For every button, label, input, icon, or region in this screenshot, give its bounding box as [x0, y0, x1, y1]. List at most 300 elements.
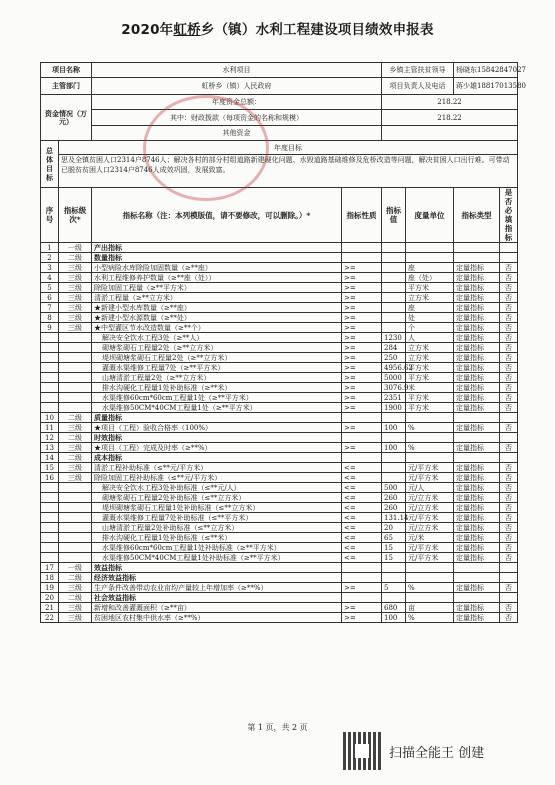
row-required: 否 [500, 363, 518, 373]
leader-label: 乡镇主管扶贫领导 [382, 63, 454, 78]
row-required: 否 [500, 543, 518, 553]
row-nature [342, 433, 382, 443]
row-nature: >= [342, 423, 382, 433]
row-type: 定量指标 [454, 503, 500, 513]
row-name: ★新建小型水源数量（≥**处） [92, 313, 342, 323]
row-value [382, 563, 406, 573]
row-value: 500 [382, 483, 406, 493]
row-name: 水渠维修50CM*40CM工程量1处（≥**平方米） [92, 403, 342, 413]
row-value [382, 303, 406, 313]
row-nature: >= [342, 333, 382, 343]
project-name-label: 项目名称 [41, 63, 92, 78]
row-type: 定量指标 [454, 373, 500, 383]
row-no: 13 [41, 443, 59, 453]
row-required: 否 [500, 483, 518, 493]
row-type: 定量指标 [454, 443, 500, 453]
row-name: 灌溉水渠维修工程量7处（≥**平方米） [92, 363, 342, 373]
table-row [41, 303, 518, 313]
row-level [59, 533, 92, 543]
page-title [0, 18, 555, 38]
row-unit: 平方米 [406, 363, 454, 373]
row-required: 否 [500, 393, 518, 403]
row-level: 三级 [59, 323, 92, 333]
row-name: 山塘清淤工程量2处（≥**立方米） [92, 373, 342, 383]
table-row [41, 293, 518, 303]
table-row [41, 403, 518, 413]
row-name: 产出指标 [92, 243, 342, 253]
row-type: 定量指标 [454, 363, 500, 373]
row-level [59, 373, 92, 383]
row-type: 定量指标 [454, 353, 500, 363]
row-name: 小型病险水库除险加固数量（≥**座） [92, 263, 342, 273]
row-required [500, 253, 518, 263]
row-type: 定量指标 [454, 283, 500, 293]
row-required [500, 433, 518, 443]
row-value: 5 [382, 583, 406, 593]
row-no: 19 [41, 583, 59, 593]
row-required: 否 [500, 293, 518, 303]
row-name: 解决安全饮水工程3处（≥**人） [92, 333, 342, 343]
table-row [41, 573, 518, 583]
row-no: 20 [41, 593, 59, 603]
table-row [41, 373, 518, 383]
project-name-value: 水利项目 [92, 63, 382, 78]
row-level [59, 523, 92, 533]
row-name: 社会效益指标 [92, 593, 342, 603]
manager-value: 蒋少雄18817013580 [454, 78, 518, 95]
row-name: 排水沟硬化工程量1处补助标准（≤**米） [92, 533, 342, 543]
row-type: 定量指标 [454, 403, 500, 413]
table-row [41, 613, 518, 623]
row-nature: >= [342, 303, 382, 313]
row-type [454, 433, 500, 443]
row-type: 定量指标 [454, 513, 500, 523]
table-row [41, 393, 518, 403]
row-name: 砌塘浆砌石工程量2处补助标准（≤**立方米） [92, 493, 342, 503]
table-row [41, 353, 518, 363]
row-name: 时效指标 [92, 433, 342, 443]
col-no: 序号 [41, 188, 59, 243]
row-value: 15 [382, 553, 406, 563]
row-nature: >= [342, 293, 382, 303]
row-type: 定量指标 [454, 533, 500, 543]
row-type: 定量指标 [454, 343, 500, 353]
row-no [41, 353, 59, 363]
row-unit: 元/平方米 [406, 513, 454, 523]
row-value [382, 463, 406, 473]
row-nature: >= [342, 613, 382, 623]
row-required: 否 [500, 263, 518, 273]
row-nature: <= [342, 503, 382, 513]
row-type: 定量指标 [454, 473, 500, 483]
row-nature: <= [342, 473, 382, 483]
row-type: 定量指标 [454, 323, 500, 333]
row-level: 二级 [59, 253, 92, 263]
row-type [454, 413, 500, 423]
row-no: 17 [41, 563, 59, 573]
row-nature [342, 243, 382, 253]
page-number: 第 1 页，共 2 页 [247, 723, 308, 732]
manager-label: 项目负责人及电话 [382, 78, 454, 95]
row-nature: >= [342, 313, 382, 323]
table-row [41, 383, 518, 393]
col-unit: 度量单位 [406, 188, 454, 243]
row-no [41, 493, 59, 503]
row-type: 定量指标 [454, 303, 500, 313]
row-nature: <= [342, 553, 382, 563]
row-name: 清淤工程量（≥**立方米） [92, 293, 342, 303]
row-nature [342, 253, 382, 263]
row-no [41, 513, 59, 523]
row-nature: <= [342, 463, 382, 473]
table-row [41, 603, 518, 613]
title-year: 2020年 [121, 22, 174, 38]
table-row [41, 313, 518, 323]
table-row [41, 533, 518, 543]
row-level [59, 363, 92, 373]
row-value: 20 [382, 523, 406, 533]
row-type: 定量指标 [454, 313, 500, 323]
row-value: 4956.62 [382, 363, 406, 373]
row-unit [406, 413, 454, 423]
row-no [41, 343, 59, 353]
row-no: 7 [41, 303, 59, 313]
row-nature: >= [342, 353, 382, 363]
row-no: 22 [41, 613, 59, 623]
row-unit: 米 [406, 383, 454, 393]
row-nature: >= [342, 383, 382, 393]
row-no: 6 [41, 293, 59, 303]
row-level: 三级 [59, 443, 92, 453]
goal-label: 总体目标 [41, 141, 59, 188]
row-name: 贫困地区农村集中供水率（≥**%） [92, 613, 342, 623]
row-required: 否 [500, 323, 518, 333]
row-level: 三级 [59, 273, 92, 283]
row-name: 经济效益指标 [92, 573, 342, 583]
row-name: 灌溉水渠维修工程量7处补助标准（≤**平方米） [92, 513, 342, 523]
row-name: 水利工程维修养护数量（≥**座（处）） [92, 273, 342, 283]
row-nature: <= [342, 533, 382, 543]
row-no: 2 [41, 253, 59, 263]
row-no: 10 [41, 413, 59, 423]
table-row [41, 553, 518, 563]
row-level [59, 393, 92, 403]
row-no: 8 [41, 313, 59, 323]
row-nature: >= [342, 443, 382, 453]
row-value [382, 293, 406, 303]
title-place: 虹桥 [173, 22, 201, 38]
row-unit: 元/平方米 [406, 543, 454, 553]
dept-value: 虹桥乡（镇）人民政府 [92, 78, 382, 95]
performance-table [40, 62, 526, 623]
row-level [59, 333, 92, 343]
row-no [41, 553, 59, 563]
col-value: 指标值 [382, 188, 406, 243]
row-value [382, 323, 406, 333]
table-row [41, 513, 518, 523]
row-unit: 平方米 [406, 283, 454, 293]
funds-fin-value: 218.22 [382, 110, 518, 126]
row-unit: 元/平方米 [406, 553, 454, 563]
row-level: 一级 [59, 563, 92, 573]
row-unit: % [406, 613, 454, 623]
row-type: 定量指标 [454, 293, 500, 303]
row-level: 三级 [59, 293, 92, 303]
table-row [41, 593, 518, 603]
funds-other-value [382, 126, 518, 141]
table-row [41, 483, 518, 493]
row-value: 100 [382, 613, 406, 623]
row-unit: 平方米 [406, 403, 454, 413]
row-no: 1 [41, 243, 59, 253]
row-nature: <= [342, 493, 382, 503]
row-type: 定量指标 [454, 603, 500, 613]
row-required: 否 [500, 283, 518, 293]
table-row [41, 413, 518, 423]
row-value: 1230 [382, 333, 406, 343]
row-nature: >= [342, 583, 382, 593]
row-type [454, 563, 500, 573]
row-level: 三级 [59, 463, 92, 473]
row-nature: <= [342, 543, 382, 553]
row-name: 数量指标 [92, 253, 342, 263]
table-row [41, 473, 518, 483]
row-no: 16 [41, 473, 59, 483]
scanner-watermark: 扫描全能王 创建 [389, 746, 485, 761]
row-value [382, 313, 406, 323]
row-required [500, 563, 518, 573]
row-type: 定量指标 [454, 483, 500, 493]
row-unit [406, 563, 454, 573]
row-value: 3076.9 [382, 383, 406, 393]
table-row [41, 333, 518, 343]
row-level: 一级 [59, 243, 92, 253]
row-type: 定量指标 [454, 393, 500, 403]
row-nature: >= [342, 263, 382, 273]
qr-code-icon [343, 732, 381, 770]
row-no: 21 [41, 603, 59, 613]
row-no: 11 [41, 423, 59, 433]
row-type [454, 243, 500, 253]
row-value: 5000 [382, 373, 406, 383]
col-name: 指标名称（注：本列模版值，请不要修改，可以删除。）* [92, 188, 342, 243]
row-value [382, 453, 406, 463]
row-level: 二级 [59, 413, 92, 423]
row-type [454, 453, 500, 463]
row-level: 三级 [59, 603, 92, 613]
row-no: 4 [41, 273, 59, 283]
row-type [454, 593, 500, 603]
row-level [59, 543, 92, 553]
row-required: 否 [500, 273, 518, 283]
row-unit: 元/平方米 [406, 463, 454, 473]
row-unit: % [406, 443, 454, 453]
row-level [59, 343, 92, 353]
row-required: 否 [500, 373, 518, 383]
row-level [59, 513, 92, 523]
row-name: ★项目（工程）验收合格率（100%） [92, 423, 342, 433]
row-name: 砌塘浆砌石工程量2处（≥**立方米） [92, 343, 342, 353]
leader-value: 杨晓东15842847027 [454, 63, 518, 78]
table-row [41, 343, 518, 353]
row-type: 定量指标 [454, 383, 500, 393]
row-no [41, 483, 59, 493]
row-nature: >= [342, 393, 382, 403]
row-value [382, 413, 406, 423]
row-value: 15 [382, 543, 406, 553]
row-name: ★项目（工程）完成及时率（≥**%） [92, 443, 342, 453]
row-nature [342, 593, 382, 603]
goal-text: 思及全镇贫困人口2314户8746人；解决各村的部分村组道路新建硬化问题、水毁道路基础维修及危桥改造等问题，解决贫困人口出行难。可带动已脱贫贫困人口2314户8746人成效巩固，发展致富。 [59, 155, 518, 188]
table-row [41, 253, 518, 263]
table-row [41, 273, 518, 283]
row-no: 9 [41, 323, 59, 333]
table-row [41, 423, 518, 433]
row-required: 否 [500, 503, 518, 513]
row-required: 否 [500, 313, 518, 323]
dept-label: 主管部门 [41, 78, 92, 95]
row-no [41, 363, 59, 373]
row-type: 定量指标 [454, 543, 500, 553]
row-name: 水渠维修60cm*60cm工程量1处（≥**平方米） [92, 393, 342, 403]
row-name: 水渠维修60cm*60cm工程量1处补助标准（≥**平方米） [92, 543, 342, 553]
row-level: 二级 [59, 593, 92, 603]
row-required: 否 [500, 473, 518, 483]
row-required: 否 [500, 553, 518, 563]
col-level: 指标级次* [59, 188, 92, 243]
row-nature: >= [342, 283, 382, 293]
row-nature [342, 563, 382, 573]
row-required: 否 [500, 613, 518, 623]
row-level: 三级 [59, 473, 92, 483]
row-name: 除险加固工程补助标准（≤**元/平方米） [92, 473, 342, 483]
table-row [41, 523, 518, 533]
row-type: 定量指标 [454, 273, 500, 283]
row-nature: >= [342, 603, 382, 613]
row-value [382, 263, 406, 273]
table-row [41, 543, 518, 553]
row-required [500, 413, 518, 423]
row-value: 65 [382, 533, 406, 543]
funds-total-label: 年度资金总额： [92, 95, 382, 110]
row-unit: 座 [406, 303, 454, 313]
table-row [41, 463, 518, 473]
row-value [382, 593, 406, 603]
row-type [454, 573, 500, 583]
row-no [41, 403, 59, 413]
row-unit: 立方米 [406, 353, 454, 363]
table-row [41, 433, 518, 443]
row-nature: >= [342, 273, 382, 283]
row-level [59, 383, 92, 393]
row-value: 100 [382, 423, 406, 433]
row-required: 否 [500, 403, 518, 413]
row-required [500, 243, 518, 253]
row-level [59, 483, 92, 493]
row-no [41, 503, 59, 513]
row-level: 二级 [59, 433, 92, 443]
row-name: 生产条件改善带动农业亩均产量较上年增加率（≥**%） [92, 583, 342, 593]
row-required: 否 [500, 383, 518, 393]
row-type: 定量指标 [454, 523, 500, 533]
row-unit: 个 [406, 323, 454, 333]
row-required: 否 [500, 513, 518, 523]
row-required [500, 453, 518, 463]
row-no [41, 333, 59, 343]
row-type: 定量指标 [454, 263, 500, 273]
row-level [59, 403, 92, 413]
col-nature: 指标性质 [342, 188, 382, 243]
row-unit: 人 [406, 333, 454, 343]
row-required: 否 [500, 343, 518, 353]
row-no [41, 533, 59, 543]
row-required: 否 [500, 493, 518, 503]
row-level [59, 553, 92, 563]
table-row [41, 443, 518, 453]
row-level: 三级 [59, 263, 92, 273]
funds-label: 资金情况（万元） [41, 95, 92, 141]
row-no [41, 543, 59, 553]
row-required [500, 593, 518, 603]
row-unit: 亩 [406, 603, 454, 613]
row-type: 定量指标 [454, 423, 500, 433]
table-row [41, 323, 518, 333]
row-nature: >= [342, 363, 382, 373]
row-nature: >= [342, 373, 382, 383]
row-value [382, 473, 406, 483]
title-suffix: 乡（镇）水利工程建设项目绩效申报表 [200, 22, 434, 38]
row-value: 2351 [382, 393, 406, 403]
row-required: 否 [500, 603, 518, 613]
row-required: 否 [500, 333, 518, 343]
row-unit [406, 243, 454, 253]
table-row [41, 243, 518, 253]
row-value [382, 573, 406, 583]
row-level: 二级 [59, 573, 92, 583]
row-required: 否 [500, 583, 518, 593]
row-value [382, 273, 406, 283]
row-required [500, 573, 518, 583]
row-nature: >= [342, 403, 382, 413]
row-type: 定量指标 [454, 333, 500, 343]
row-no: 3 [41, 263, 59, 273]
row-nature [342, 453, 382, 463]
row-unit: 处 [406, 313, 454, 323]
row-unit: 平方米 [406, 393, 454, 403]
row-value [382, 253, 406, 263]
row-type [454, 253, 500, 263]
col-type: 指标类型 [454, 188, 500, 243]
row-no [41, 523, 59, 533]
row-unit: 元/立方米 [406, 493, 454, 503]
row-level [59, 493, 92, 503]
row-unit: % [406, 423, 454, 433]
row-unit: 元/平方米 [406, 473, 454, 483]
row-no [41, 383, 59, 393]
row-required: 否 [500, 463, 518, 473]
row-value: 260 [382, 503, 406, 513]
table-row [41, 583, 518, 593]
row-name: 水渠维修50CM*40CM工程量1处补助标准（≥**平方米） [92, 553, 342, 563]
row-unit: 元/米 [406, 533, 454, 543]
col-required: 是否必填指标 [500, 188, 518, 243]
row-no [41, 373, 59, 383]
row-level: 二级 [59, 453, 92, 463]
row-required: 否 [500, 423, 518, 433]
row-value: 260 [382, 493, 406, 503]
row-value [382, 283, 406, 293]
table-row [41, 363, 518, 373]
